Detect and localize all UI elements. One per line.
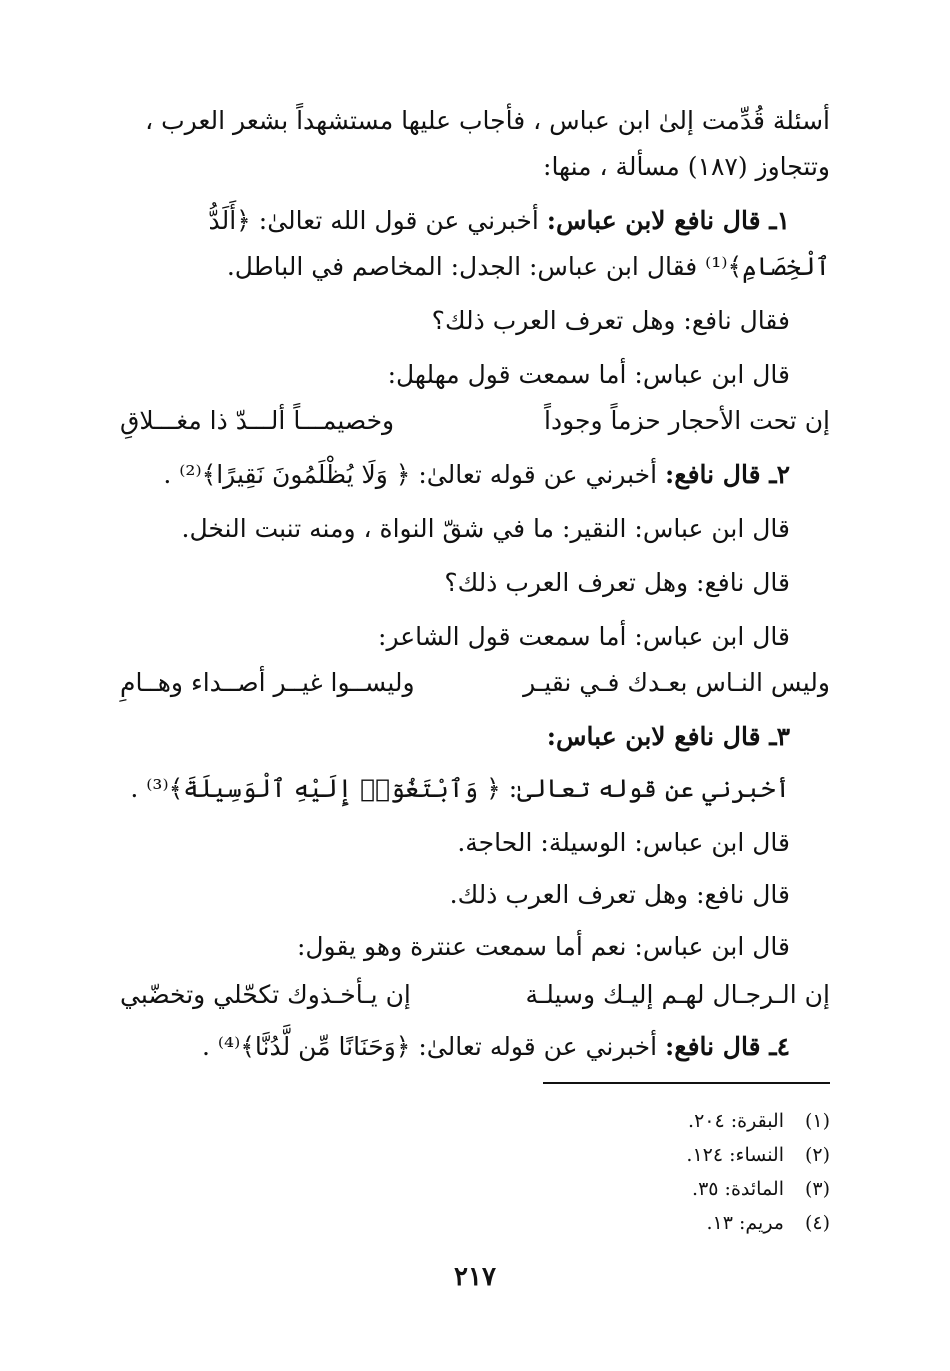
q2-line-4: قال ابن عباس: أما سمعت قول الشاعر: (378, 622, 790, 651)
verse-3-second-hemistich: إن يـأخـذوك تكحّلي وتخضّبي (120, 980, 411, 1009)
footnote-3-text: المائدة: ٣٥. (692, 1178, 784, 1200)
q1-line-1 (208, 204, 790, 238)
footnote-2-text: النساء: ١٢٤. (686, 1144, 784, 1166)
q2-text: أخبرني عن قوله تعالىٰ: ﴿ وَلَا يُظْلَمُونَ نَقِيرًا﴾⁽²⁾ . (163, 460, 658, 489)
verse-1 (120, 404, 830, 438)
verse-1-first-hemistich: إن تحت الأحجار حزماً وجوداً (544, 406, 830, 435)
footnote-3-number: (٣) (804, 1178, 830, 1200)
footnote-4 (706, 1210, 830, 1236)
footnote-1-text: البقرة: ٢٠٤. (688, 1110, 784, 1132)
footnote-2-number: (٢) (804, 1144, 830, 1166)
verse-3 (120, 978, 830, 1012)
q3-line-2: قال ابن عباس: الوسيلة: الحاجة. (457, 828, 790, 857)
verse-2 (120, 666, 830, 700)
q2-heading: ٢ـ قال نافع: (665, 460, 790, 489)
verse-3-first-hemistich: إن الـرجـال لهـم إليـك وسيلـة (525, 980, 830, 1009)
q4-text: أخبرني عن قوله تعالىٰ: ﴿وَحَنَانًا مِّن لَّدُنَّا﴾⁽⁴⁾ . (202, 1032, 658, 1061)
footnote-3 (692, 1176, 830, 1202)
q1-text: أخبرني عن قول الله تعالىٰ: ﴿أَلَدُّ (208, 206, 539, 235)
q2-line-2: قال ابن عباس: النقير: ما في شقّ النواة ، ومنه تنبت النخل. (181, 514, 790, 543)
q1-heading: ١ـ قال نافع لابن عباس: (546, 206, 790, 235)
footnote-1 (688, 1108, 830, 1134)
intro-line-2: وتتجاوز (١٨٧) مسألة ، منها: (543, 152, 830, 181)
q3-heading: ٣ـ قال نافع لابن عباس: (546, 722, 790, 751)
q2-line-3: قال نافع: وهل تعرف العرب ذلك؟ (444, 568, 790, 597)
q3-line-1: أخبرني عن قوله تعالىٰ: ﴿ وَٱبْتَغُوٓا۟ إِلَيْهِ ٱلْوَسِيلَةَ﴾⁽³⁾ . (130, 774, 790, 803)
footnote-divider (543, 1082, 830, 1084)
q4-line-1 (202, 1030, 790, 1064)
q2-line-1 (163, 458, 790, 492)
footnote-4-text: مريم: ١٣. (706, 1212, 784, 1234)
footnote-2 (686, 1142, 830, 1168)
page-number: ٢١٧ (454, 1262, 496, 1292)
verse-2-first-hemistich: وليس النـاس بعـدك فـي نقيـر (523, 668, 830, 697)
footnote-4-number: (٤) (804, 1212, 830, 1234)
q3-line-4: قال ابن عباس: نعم أما سمعت عنترة وهو يقول: (296, 932, 790, 961)
q1-line-3: فقال نافع: وهل تعرف العرب ذلك؟ (431, 306, 790, 335)
q1-line-2: ٱلْخِصَامِ﴾⁽¹⁾ فقال ابن عباس: الجدل: المخاصم في الباطل. (226, 252, 830, 281)
q1-line-4: قال ابن عباس: أما سمعت قول مهلهل: (387, 360, 790, 389)
intro-line-1: أسئلة قُدِّمت إلىٰ ابن عباس ، فأجاب عليها مستشهداً بشعر العرب ، (145, 106, 830, 135)
q3-line-3: قال نافع: وهل تعرف العرب ذلك. (449, 880, 790, 909)
footnote-1-number: (١) (804, 1110, 830, 1132)
q4-heading: ٤ـ قال نافع: (665, 1032, 790, 1061)
verse-2-second-hemistich: وليســوا غيــر أصــداء وهــامِ (120, 668, 415, 697)
verse-1-second-hemistich: وخصيمـــاً ألـــدّ ذا مغـــلاقِ (120, 406, 395, 435)
